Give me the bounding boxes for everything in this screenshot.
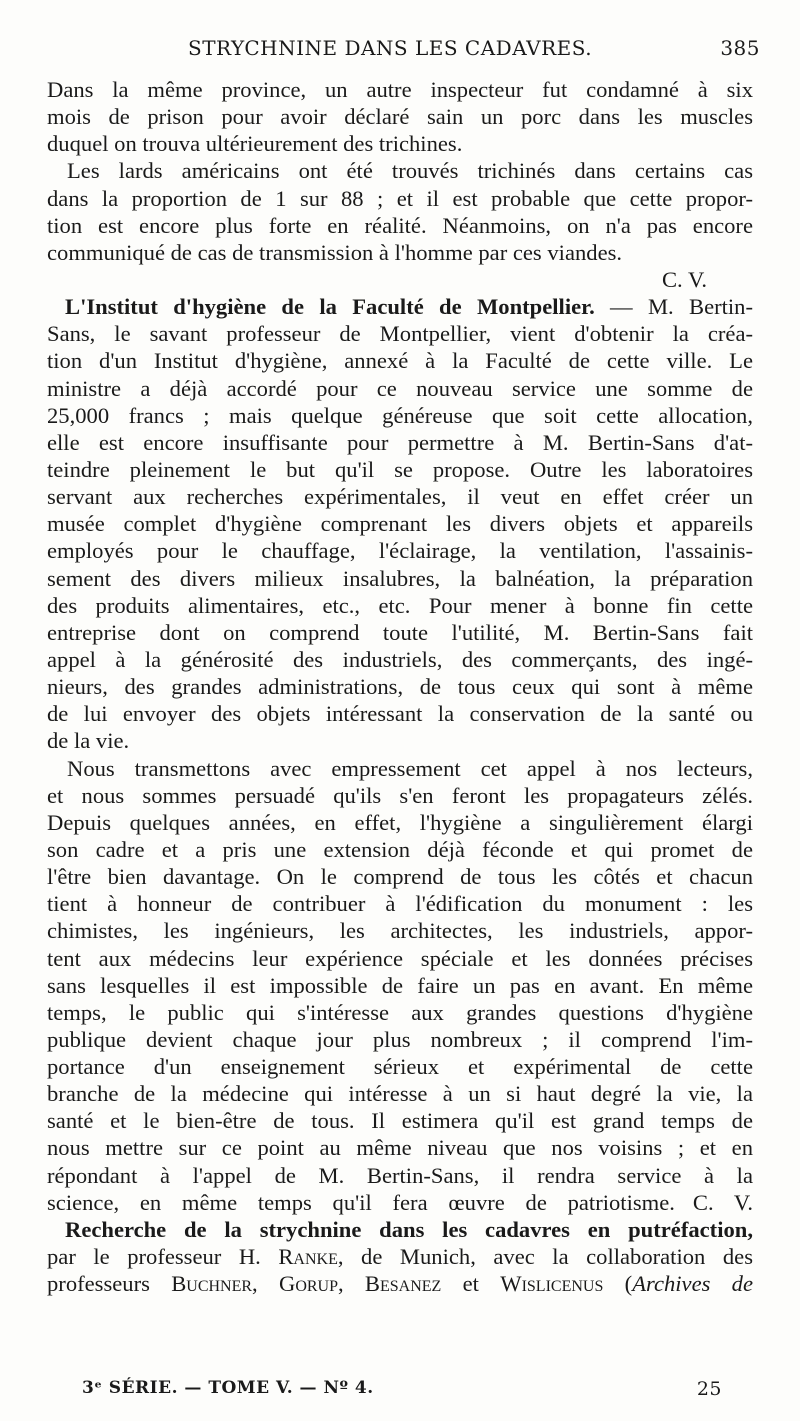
series-volume-number: 3ᵉ SÉRIE. — TOME V. — Nº 4. [82, 1378, 374, 1398]
text-line: tion est encore plus forte en réalité. Néanmoins, on n'a pas encore [47, 212, 753, 238]
text-line: tient à honneur de contribuer à l'édification du monument : les [47, 891, 753, 917]
text-line: publique devient chaque jour plus nombreux ; il comprend l'im- [47, 1026, 753, 1052]
text-fragment: par le professeur H. [47, 1244, 279, 1270]
text-line: Depuis quelques années, en effet, l'hygiène a singulièrement élargi [47, 809, 753, 835]
text-line: Sans, le savant professeur de Montpellier, vient d'obtenir la créa- [47, 321, 753, 347]
page-number: 385 [720, 36, 760, 60]
text-line: santé et le bien-être de tous. Il estimera qu'il est grand temps de [47, 1108, 753, 1134]
text-fragment: ( [603, 1271, 633, 1297]
journal-title: Archives de [632, 1271, 753, 1297]
text-line [47, 1243, 753, 1270]
text-line: branche de la médecine qui intéresse à un si haut degré la vie, la [47, 1081, 753, 1107]
text-line: elle est encore insuffisante pour permettre à M. Bertin-Sans d'at- [47, 429, 753, 455]
text-line: duquel on trouva ultérieurement des trichines. [47, 131, 463, 157]
text-line: Dans la même province, un autre inspecteur fut condamné à six [47, 77, 753, 102]
text-line: des produits alimentaires, etc., etc. Pour mener à bonne fin cette [47, 592, 753, 618]
text-line: tent aux médecins leur expérience spéciale et les données précises [47, 945, 753, 971]
text-line: sement des divers milieux insalubres, la balnéation, la préparation [47, 565, 753, 591]
text-line: nous mettre sur ce point au même niveau que nos voisins ; et en [47, 1135, 753, 1161]
text-line [47, 1270, 753, 1297]
text-line: entreprise dont on comprend toute l'utilité, M. Bertin-Sans fait [47, 619, 753, 645]
author-names: Buchner, Gorup, Besanez [171, 1271, 442, 1297]
section-heading-line [47, 293, 753, 320]
text-fragment: — M. Bertin- [594, 294, 753, 320]
text-fragment: professeurs [47, 1271, 172, 1297]
text-line: tion d'un Institut d'hygiène, annexé à la Faculté de cette ville. Le [47, 348, 753, 374]
text-fragment: et [441, 1271, 501, 1297]
text-line: mois de prison pour avoir déclaré sain un porc dans les muscles [47, 104, 753, 130]
text-line: portance d'un enseignement sérieux et expérimental de cette [47, 1054, 753, 1080]
text-line: de la vie. [47, 728, 130, 754]
text-line: servant aux recherches expérimentales, il veut en effet créer un [47, 484, 753, 510]
text-line: musée complet d'hygiène comprenant les divers objets et appareils [47, 511, 753, 537]
text-line: chimistes, les ingénieurs, les architectes, les industriels, appor- [47, 918, 753, 944]
author-name: Ranke [278, 1244, 338, 1270]
section-title: Recherche de la strychnine dans les cadavres en putréfaction, [65, 1216, 753, 1242]
text-line: de lui envoyer des objets intéressant la conservation de la santé ou [47, 701, 753, 727]
text-line: temps, le public qui s'intéresse aux grandes questions d'hygiène [47, 999, 753, 1025]
text-line: nieurs, des grandes administrations, de tous ceux qui sont à même [47, 674, 753, 700]
text-fragment: , de Munich, avec la collaboration des [337, 1244, 753, 1270]
text-line: sans lesquelles il est impossible de faire un pas en avant. En même [47, 972, 753, 998]
text-line: et nous sommes persuadé qu'ils s'en feront les propagateurs zélés. [47, 782, 753, 808]
section-title: L'Institut d'hygiène de la Faculté de Montpellier. [65, 294, 595, 320]
body-text [47, 76, 753, 1297]
text-line: dans la proportion de 1 sur 88 ; et il est probable que cette propor- [47, 185, 753, 211]
text-line: appel à la générosité des industriels, des commerçants, des ingé- [47, 646, 753, 672]
text-line: Nous transmettons avec empressement cet appel à nos lecteurs, [67, 755, 753, 781]
page-header [40, 36, 760, 64]
text-line: répondant à l'appel de M. Bertin-Sans, il rendra service à la [47, 1162, 753, 1188]
running-title: STRYCHNINE DANS LES CADAVRES. [188, 36, 593, 60]
section-heading-line [47, 1216, 753, 1243]
text-line: 25,000 francs ; mais quelque généreuse que soit cette allocation, [47, 402, 753, 428]
text-line: l'être bien davantage. On le comprend de tous les côtés et chacun [47, 864, 753, 890]
text-line: communiqué de cas de transmission à l'homme par ces viandes. [47, 239, 623, 265]
text-line: teindre pleinement le but qu'il se propose. Outre les laboratoires [47, 456, 753, 482]
text-line: employés pour le chauffage, l'éclairage, la ventilation, l'assainis- [47, 538, 753, 564]
text-line: Les lards américains ont été trouvés trichinés dans certains cas [67, 158, 753, 184]
text-line: son cadre et a pris une extension déjà féconde et qui promet de [47, 836, 753, 862]
text-fragment: science, en même temps qu'il fera œuvre de patriotisme. [47, 1189, 675, 1215]
text-line-with-signature [47, 1189, 753, 1216]
author-name: Wislicenus [500, 1271, 604, 1297]
author-signature: C. V. [661, 266, 707, 292]
author-signature: C. V. [692, 1189, 753, 1215]
text-line: ministre a déjà accordé pour ce nouveau service une somme de [47, 375, 753, 401]
printer-signature-mark: 25 [696, 1378, 722, 1400]
